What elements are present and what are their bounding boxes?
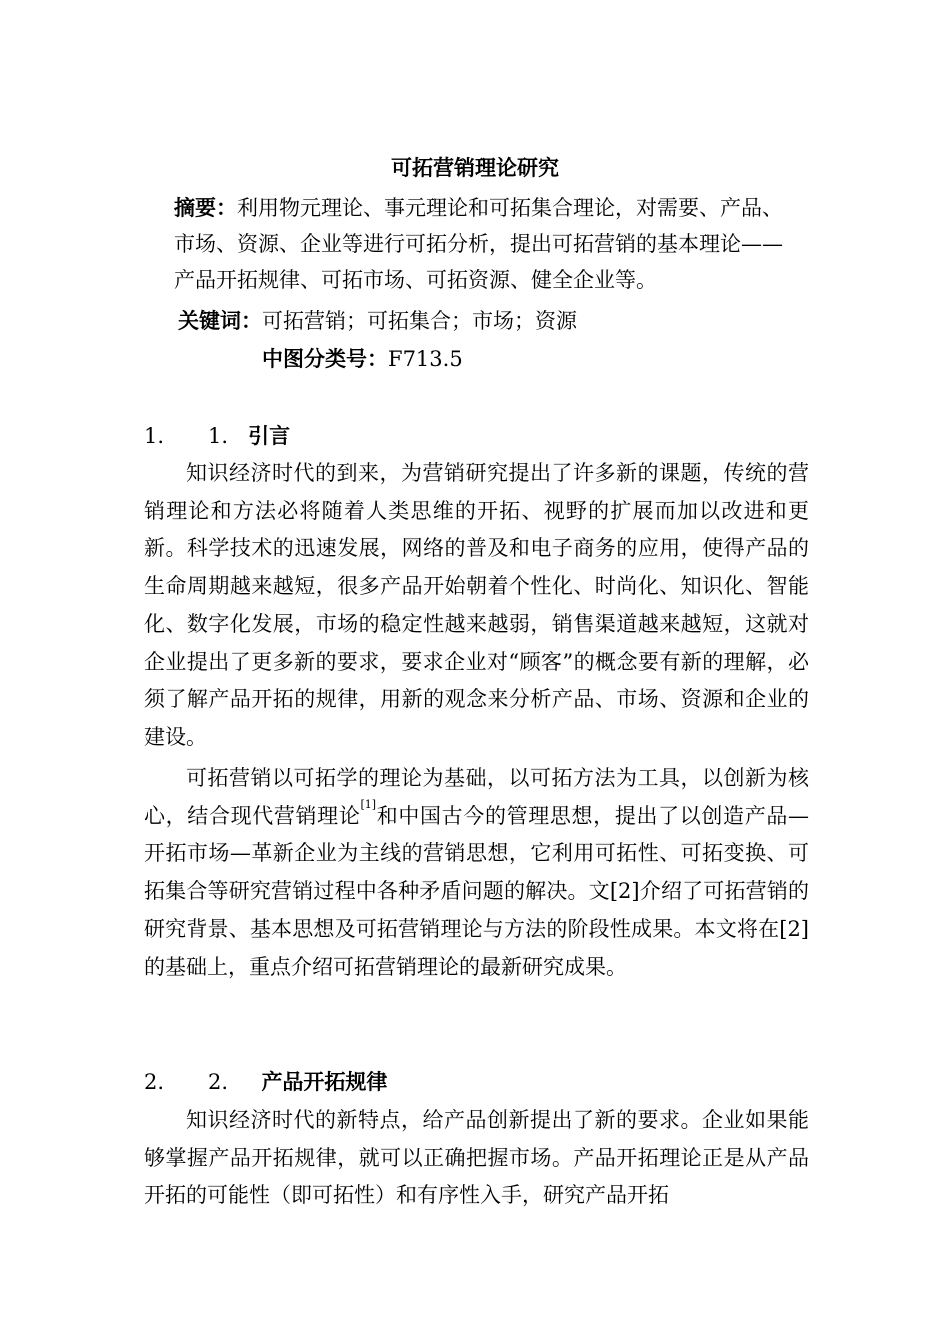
section-1-heading xyxy=(144,421,290,451)
section-2-paragraph-1: 知识经济时代的新特点，给产品创新提出了新的要求。企业如果能够掌握产品开拓规律，就可以正确把握市场。产品开拓理论正是从产品开拓的可能性（即可拓性）和有序性入手，研究产品开拓 xyxy=(144,1108,809,1208)
keywords xyxy=(178,306,577,336)
document-title: 可拓营销理论研究 xyxy=(391,156,559,180)
section-2-title: 产品开拓规律 xyxy=(261,1070,388,1094)
abstract-label: 摘要： xyxy=(174,196,237,220)
keywords-text: 可拓营销；可拓集合；市场；资源 xyxy=(262,309,577,333)
paragraph-2-text-a: 可拓营销以可拓学的理论为基础，以可拓方法为工具，以创新为核心，结合现代营销理论 xyxy=(144,766,809,828)
abstract-text: 利用物元理论、事元理论和可拓集合理论，对需要、产品、市场、资源、企业等进行可拓分析，提出可拓营销的基本理论——产品开拓规律、可拓市场、可拓资源、健全企业等。 xyxy=(174,196,783,292)
section-1-paragraph-2 xyxy=(144,760,809,986)
citation-ref: [1] xyxy=(360,797,377,811)
section-2-outer-number: 2. xyxy=(144,1070,165,1094)
classification-label: 中图分类号： xyxy=(262,347,388,371)
abstract xyxy=(174,190,794,298)
paragraph-2-text-b: 和中国古今的管理思想，提出了以创造产品—开拓市场—革新企业为主线的营销思想，它利用可拓性、可拓变换、可拓集合等研究营销过程中各种矛盾问题的解决。文[2]介绍了可拓营销的研究背景、基本思想及可拓营销理论与方法的阶段性成果。本文将在[2]的基础上，重点介绍可拓营销理论的最新研究成果。 xyxy=(144,803,809,979)
classification-number xyxy=(262,344,463,374)
section-2-heading xyxy=(144,1067,387,1097)
section-1-inner-number: 1. xyxy=(208,424,229,448)
classification-value: F713.5 xyxy=(388,347,463,371)
keywords-label: 关键词： xyxy=(178,309,262,333)
section-1-paragraph-1: 知识经济时代的到来，为营销研究提出了许多新的课题，传统的营销理论和方法必将随着人类思维的开拓、视野的扩展而加以改进和更新。科学技术的迅速发展，网络的普及和电子商务的应用，使得产品的生命周期越来越短，很多产品开始朝着个性化、时尚化、知识化、智能化、数字化发展，市场的稳定性越来越弱，销售渠道越来越短，这就对企业提出了更多新的要求，要求企业对“顾客”的概念要有新的理解，必须了解产品开拓的规律，用新的观念来分析产品、市场、资源和企业的建设。 xyxy=(144,461,809,749)
section-1-title: 引言 xyxy=(248,424,291,448)
section-1-outer-number: 1. xyxy=(144,424,165,448)
section-2-inner-number: 2. xyxy=(208,1070,229,1094)
